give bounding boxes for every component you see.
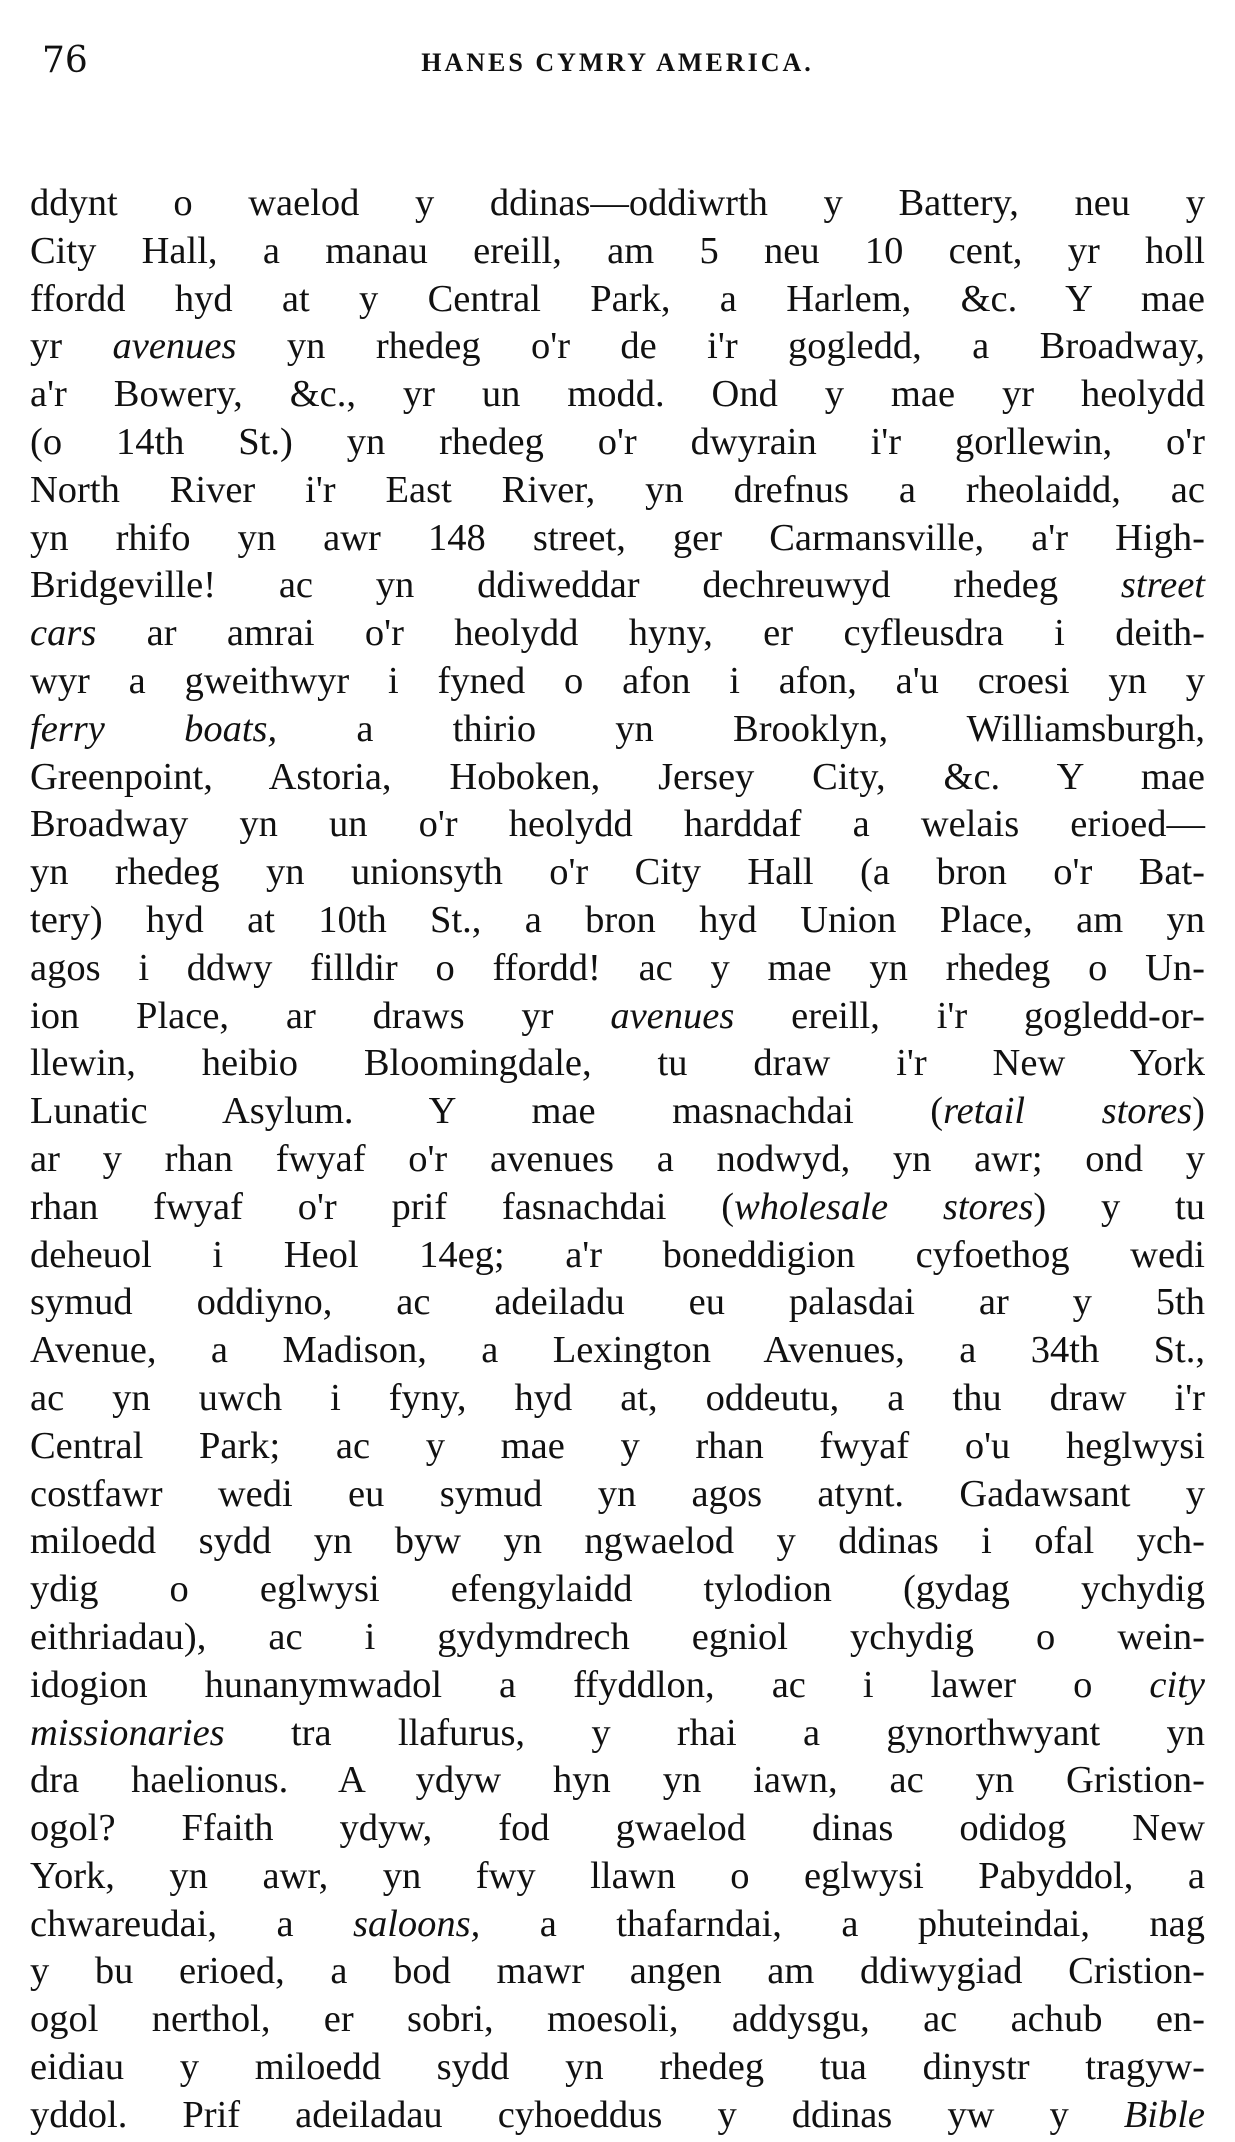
text-run: miloedd sydd yn byw yn ngwaelod y ddinas i ofal ych- <box>30 1520 1205 1563</box>
text-run: a thafarndai, a phuteindai, nag <box>480 1902 1205 1945</box>
text-run: Bridgeville! ac yn ddiweddar dechreuwyd rhedeg <box>30 564 1121 607</box>
text-line <box>30 1757 1205 1805</box>
text-line <box>30 323 1205 371</box>
text-line <box>30 180 1205 228</box>
text-run: deheuol i Heol 14eg; a'r boneddigion cyfoethog wedi <box>30 1233 1205 1276</box>
text-run: ydig o eglwysi efengylaidd tylodion (gydag ychydig <box>30 1568 1205 1611</box>
text-line <box>30 276 1205 324</box>
text-run: ) y tu <box>1033 1185 1205 1228</box>
text-line <box>30 1184 1205 1232</box>
text-line <box>30 1566 1205 1614</box>
text-line <box>30 897 1205 945</box>
text-line <box>30 1805 1205 1853</box>
text-run: Avenue, a Madison, a Lexington Avenues, a 34th St., <box>30 1329 1205 1372</box>
text-run: costfawr wedi eu symud yn agos atynt. Gadawsant y <box>30 1472 1205 1515</box>
text-line <box>30 754 1205 802</box>
text-run: Lunatic Asylum. Y mae masnachdai ( <box>30 1090 944 1133</box>
text-line <box>30 610 1205 658</box>
text-line <box>30 1471 1205 1519</box>
text-run: ddynt o waelod y ddinas—oddiwrth y Battery, neu y <box>30 182 1205 224</box>
text-run: yn rhedeg o'r de i'r gogledd, a Broadway, <box>236 325 1205 368</box>
italic-text: street <box>1120 564 1205 607</box>
text-line <box>30 228 1205 276</box>
text-run: tery) hyd at 10th St., a bron hyd Union Place, am yn <box>30 898 1205 941</box>
text-run: llewin, heibio Bloomingdale, tu draw i'r New York <box>30 1042 1205 1085</box>
text-run: ac yn uwch i fyny, hyd at, oddeutu, a thu draw i'r <box>30 1376 1205 1419</box>
text-line <box>30 515 1205 563</box>
italic-text: retail stores <box>943 1090 1193 1133</box>
text-line <box>30 1088 1205 1136</box>
text-run: tra llafurus, y rhai a gynorthwyant yn <box>224 1711 1205 1754</box>
text-line <box>30 1853 1205 1901</box>
text-run: Central Park; ac y mae y rhan fwyaf o'u heglwysi <box>30 1424 1205 1467</box>
text-run: ereill, i'r gogledd-or- <box>734 994 1205 1037</box>
text-line <box>30 1327 1205 1375</box>
text-run: City Hall, a manau ereill, am 5 neu 10 cent, yr holl <box>30 229 1205 272</box>
text-line <box>30 1662 1205 1710</box>
text-line <box>30 2044 1205 2092</box>
text-run: ffordd hyd at y Central Park, a Harlem, &c. Y mae <box>30 277 1205 320</box>
text-run: ion Place, ar draws yr <box>30 994 611 1037</box>
text-line <box>30 1232 1205 1280</box>
text-run: ogol nerthol, er sobri, moesoli, addysgu, ac achub en- <box>30 1998 1205 2041</box>
text-run: eidiau y miloedd sydd yn rhedeg tua dinystr tragyw- <box>30 2046 1205 2089</box>
running-head: HANES CYMRY AMERICA. <box>421 48 814 77</box>
text-line <box>30 945 1205 993</box>
italic-text: Bible <box>1123 2093 1205 2136</box>
text-line <box>30 419 1205 467</box>
text-line <box>30 1375 1205 1423</box>
text-line <box>30 1518 1205 1566</box>
text-run: ar amrai o'r heolydd hyny, er cyfleusdra i deith- <box>96 612 1205 655</box>
text-line <box>30 658 1205 706</box>
text-run: yn rhedeg yn unionsyth o'r City Hall (a bron o'r Bat- <box>30 851 1205 894</box>
text-run: yddol. Prif adeiladau cyhoeddus y ddinas yw y <box>30 2093 1124 2136</box>
italic-text: avenues <box>610 994 735 1037</box>
italic-text: city <box>1149 1663 1205 1706</box>
text-run: ) <box>1192 1090 1205 1133</box>
text-run: Broadway yn un o'r heolydd harddaf a welais erioed— <box>30 803 1205 846</box>
italic-text: cars <box>30 612 97 655</box>
text-line <box>30 993 1205 1041</box>
text-run: York, yn awr, yn fwy llawn o eglwysi Pabyddol, a <box>30 1854 1205 1897</box>
text-run: North River i'r East River, yn drefnus a rheolaidd, ac <box>30 468 1205 511</box>
text-line <box>30 2092 1205 2140</box>
text-run: ogol? Ffaith ydyw, fod gwaelod dinas odidog New <box>30 1807 1205 1850</box>
text-run: idogion hunanymwadol a ffyddlon, ac i lawer o <box>30 1663 1150 1706</box>
text-line <box>30 371 1205 419</box>
text-line <box>30 1279 1205 1327</box>
text-line <box>30 1710 1205 1758</box>
text-line <box>30 849 1205 897</box>
text-run: wyr a gweithwyr i fyned o afon i afon, a'u croesi yn y <box>30 659 1205 702</box>
text-run: chwareudai, a <box>30 1902 353 1945</box>
text-run: yr <box>30 325 113 368</box>
text-line <box>30 1040 1205 1088</box>
text-line <box>30 1996 1205 2044</box>
italic-text: missionaries <box>30 1711 225 1754</box>
text-line <box>30 1614 1205 1662</box>
text-line <box>30 1423 1205 1471</box>
text-run: rhan fwyaf o'r prif fasnachdai ( <box>30 1185 735 1228</box>
text-line <box>30 1948 1205 1996</box>
page-header <box>30 40 1205 100</box>
body-text <box>30 180 1205 2140</box>
text-line <box>30 1136 1205 1184</box>
text-run: symud oddiyno, ac adeiladu eu palasdai ar y 5th <box>30 1281 1205 1324</box>
text-run: yn rhifo yn awr 148 street, ger Carmansville, a'r High- <box>30 516 1205 559</box>
text-line <box>30 467 1205 515</box>
italic-text: wholesale stores <box>734 1185 1034 1228</box>
text-run: a'r Bowery, &c., yr un modd. Ond y mae yr heolydd <box>30 373 1205 416</box>
italic-text: saloons, <box>353 1902 481 1945</box>
italic-text: ferry boats, <box>30 707 278 750</box>
text-run: eithriadau), ac i gydymdrech egniol ychydig o wein- <box>30 1615 1205 1658</box>
text-run: ar y rhan fwyaf o'r avenues a nodwyd, yn awr; ond y <box>30 1137 1205 1180</box>
text-line <box>30 706 1205 754</box>
text-line <box>30 1901 1205 1949</box>
text-run: y bu erioed, a bod mawr angen am ddiwygiad Cristion- <box>30 1950 1205 1993</box>
text-line <box>30 801 1205 849</box>
text-run: agos i ddwy filldir o ffordd! ac y mae yn rhedeg o Un- <box>30 946 1205 989</box>
text-run: a thirio yn Brooklyn, Williamsburgh, <box>277 707 1205 750</box>
page-number: 76 <box>42 40 88 81</box>
text-line <box>30 562 1205 610</box>
text-run: (o 14th St.) yn rhedeg o'r dwyrain i'r gorllewin, o'r <box>30 420 1205 463</box>
text-run: dra haelionus. A ydyw hyn yn iawn, ac yn Gristion- <box>30 1759 1205 1802</box>
italic-text: avenues <box>112 325 237 368</box>
text-run: Greenpoint, Astoria, Hoboken, Jersey City, &c. Y mae <box>30 755 1205 798</box>
